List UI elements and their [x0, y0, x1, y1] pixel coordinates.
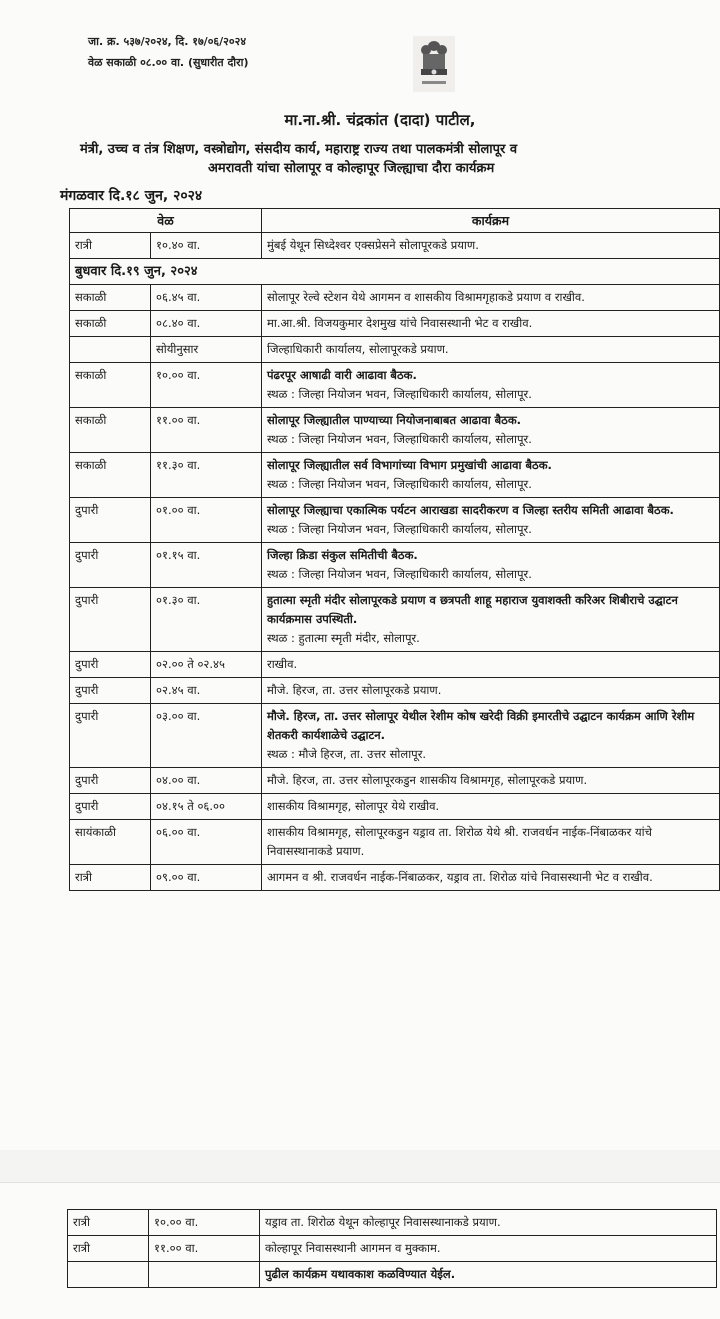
time-cell: ०८.४० वा. [151, 311, 262, 337]
program-text: सोलापूर रेल्वे स्टेशन येथे आगमन व शासकीय विश्रामगृहाकडे प्रयाण व राखीव. [267, 290, 585, 304]
period-cell: दुपारी [70, 652, 151, 678]
period-cell: रात्री [68, 1210, 149, 1236]
schedule-body-continued [68, 1210, 717, 1288]
table-row [70, 233, 720, 259]
period-cell: सकाळी [70, 408, 151, 453]
program-cell [262, 704, 720, 768]
date-heading-day2: बुधवार दि.१९ जुन, २०२४ [70, 259, 720, 285]
table-row [68, 1236, 717, 1262]
program-title: सोलापूर जिल्ह्यातील सर्व विभागांच्या विभाग प्रमुखांची आढावा बैठक. [267, 458, 552, 472]
document-subtitle-line2: अमरावती यांचा सोलापूर व कोल्हापूर जिल्ह्याचा दौरा कार्यक्रम [208, 161, 495, 176]
time-cell: ०२.४५ वा. [151, 678, 262, 704]
program-title: जिल्हा क्रिडा संकुल समितीची बैठक. [267, 548, 418, 562]
period-cell: सायंकाळी [70, 820, 151, 865]
time-cell: ११.०० वा. [149, 1236, 260, 1262]
program-cell [262, 233, 720, 259]
period-cell: दुपारी [70, 588, 151, 652]
time-cell: ०४.१५ ते ०६.०० [151, 794, 262, 820]
table-row [70, 408, 720, 453]
table-row [70, 678, 720, 704]
period-cell: दुपारी [70, 704, 151, 768]
period-cell: रात्री [70, 865, 151, 891]
time-cell: ०३.०० वा. [151, 704, 262, 768]
table-header-row [70, 209, 720, 233]
program-text: शासकीय विश्रामगृह, सोलापूरकडुन यड्राव ता. शिरोळ येथे श्री. राजवर्धन नाईक-निंबाळकर यांचे निवासस्थानाकडे प्रयाण. [267, 825, 652, 858]
program-title: मौजे. हिरज, ता. उत्तर सोलापूर येथील रेशीम कोष खरेदी विक्री इमारतीचे उद्घाटन कार्यक्रम आणि रेशीम शेतकरी कार्यशाळेचे उद्घाटन. [267, 709, 695, 742]
document-title: मा.ना.श्री. चंद्रकांत (दादा) पाटील, [284, 111, 476, 129]
program-cell [262, 453, 720, 498]
table-row [70, 337, 720, 363]
table-row [70, 543, 720, 588]
issue-time: वेळ सकाळी ०८.०० वा. (सुधारीत दौरा) [88, 56, 249, 69]
period-cell: दुपारी [70, 543, 151, 588]
time-cell [149, 1262, 260, 1288]
time-cell: ०१.१५ वा. [151, 543, 262, 588]
table-row [70, 285, 720, 311]
date-heading-row [70, 259, 720, 285]
time-cell: १०.०० वा. [149, 1210, 260, 1236]
period-cell: रात्री [68, 1236, 149, 1262]
period-cell: रात्री [70, 233, 151, 259]
schedule-body [70, 233, 720, 891]
program-cell: पुढील कार्यक्रम यथावकाश कळविण्यात येईल. [260, 1262, 717, 1288]
table-row [70, 453, 720, 498]
program-cell [262, 678, 720, 704]
schedule-table [69, 208, 720, 891]
time-cell: ०१.०० वा. [151, 498, 262, 543]
table-row [68, 1210, 717, 1236]
schedule-table-continued [67, 1209, 717, 1288]
time-cell: ११.०० वा. [151, 408, 262, 453]
time-cell: १०.४० वा. [151, 233, 262, 259]
time-cell: ०६.०० वा. [151, 820, 262, 865]
period-cell: दुपारी [70, 498, 151, 543]
table-row [70, 652, 720, 678]
table-row [70, 768, 720, 794]
time-cell: ०१.३० वा. [151, 588, 262, 652]
table-row [70, 498, 720, 543]
program-title: सोलापूर जिल्ह्यातील पाण्याच्या नियोजनाबाबत आढावा बैठक. [267, 413, 522, 427]
program-cell [262, 543, 720, 588]
program-cell [262, 311, 720, 337]
program-cell [262, 820, 720, 865]
period-cell: दुपारी [70, 794, 151, 820]
reference-number: जा. क्र. ५३७/२०२४, दि. १७/०६/२०२४ [88, 35, 247, 48]
time-cell: ०६.४५ वा. [151, 285, 262, 311]
period-cell: दुपारी [70, 768, 151, 794]
program-text: आगमन व श्री. राजवर्धन नाईक-निंबाळकर, यड्राव ता. शिरोळ यांचे निवासस्थानी भेट व राखीव. [267, 870, 653, 884]
program-title: सोलापूर जिल्ह्याचा एकात्मिक पर्यटन आराखडा सादरीकरण व जिल्हा स्तरीय समिती आढावा बैठक. [267, 503, 674, 517]
program-text: मुंबई येथून सिध्देश्वर एक्सप्रेसने सोलापूरकडे प्रयाण. [267, 238, 479, 252]
program-cell [262, 285, 720, 311]
period-cell [68, 1262, 149, 1288]
program-cell [262, 363, 720, 408]
program-text: मौजे. हिरज, ता. उत्तर सोलापूरकडुन शासकीय विश्रामगृह, सोलापूरकडे प्रयाण. [267, 773, 588, 787]
program-cell [262, 408, 720, 453]
time-cell: ०२.०० ते ०२.४५ [151, 652, 262, 678]
time-cell: ११.३० वा. [151, 453, 262, 498]
program-text: राखीव. [267, 657, 298, 671]
program-cell: यड्राव ता. शिरोळ येथून कोल्हापूर निवासस्थानाकडे प्रयाण. [260, 1210, 717, 1236]
program-cell [262, 768, 720, 794]
column-header-program: कार्यक्रम [262, 209, 720, 233]
program-venue: स्थळ : जिल्हा नियोजन भवन, जिल्हाधिकारी कार्यालय, सोलापूर. [267, 567, 532, 581]
table-row [70, 820, 720, 865]
program-title: पंढरपूर आषाढी वारी आढावा बैठक. [267, 368, 417, 382]
time-cell: सोयीनुसार [151, 337, 262, 363]
program-cell [262, 337, 720, 363]
column-header-time: वेळ [70, 209, 262, 233]
period-cell: सकाळी [70, 363, 151, 408]
program-venue: स्थळ : जिल्हा नियोजन भवन, जिल्हाधिकारी कार्यालय, सोलापूर. [267, 477, 532, 491]
table-row [70, 865, 720, 891]
ashoka-emblem-icon [413, 36, 455, 92]
program-venue: स्थळ : मौजे हिरज, ता. उत्तर सोलापूर. [267, 747, 427, 761]
program-title: हुतात्मा स्मृती मंदीर सोलापूरकडे प्रयाण व छत्रपती शाहू महाराज युवाशक्ती करिअर शिबीराचे उद्घाटन कार्यक्रमास उपस्थिती. [267, 593, 678, 626]
program-text: जिल्हाधिकारी कार्यालय, सोलापूरकडे प्रयाण. [267, 342, 449, 356]
program-cell [262, 794, 720, 820]
time-cell: ०४.०० वा. [151, 768, 262, 794]
date-heading-day1: मंगळवार दि.१८ जुन, २०२४ [60, 188, 203, 204]
program-cell [262, 498, 720, 543]
program-cell [262, 652, 720, 678]
table-row [70, 588, 720, 652]
period-cell: सकाळी [70, 285, 151, 311]
period-cell [70, 337, 151, 363]
table-row [70, 794, 720, 820]
table-row [70, 363, 720, 408]
period-cell: सकाळी [70, 311, 151, 337]
program-venue: स्थळ : हुतात्मा स्मृती मंदीर, सोलापूर. [267, 631, 420, 645]
program-text: मा.आ.श्री. विजयकुमार देशमुख यांचे निवासस्थानी भेट व राखीव. [267, 316, 533, 330]
program-venue: स्थळ : जिल्हा नियोजन भवन, जिल्हाधिकारी कार्यालय, सोलापूर. [267, 432, 532, 446]
time-cell: १०.०० वा. [151, 363, 262, 408]
table-row [68, 1262, 717, 1288]
period-cell: सकाळी [70, 453, 151, 498]
time-cell: ०९.०० वा. [151, 865, 262, 891]
document-page-2 [0, 1182, 720, 1319]
program-cell [262, 865, 720, 891]
program-venue: स्थळ : जिल्हा नियोजन भवन, जिल्हाधिकारी कार्यालय, सोलापूर. [267, 387, 532, 401]
table-row [70, 311, 720, 337]
table-row [70, 704, 720, 768]
period-cell: दुपारी [70, 678, 151, 704]
program-text: मौजे. हिरज, ता. उत्तर सोलापूरकडे प्रयाण. [267, 683, 442, 697]
document-subtitle-line1: मंत्री, उच्च व तंत्र शिक्षण, वस्त्रोद्योग, संसदीय कार्य, महाराष्ट्र राज्य तथा पालकमंत्री सोलापूर व [80, 142, 518, 157]
program-cell: कोल्हापूर निवासस्थानी आगमन व मुक्काम. [260, 1236, 717, 1262]
program-venue: स्थळ : जिल्हा नियोजन भवन, जिल्हाधिकारी कार्यालय, सोलापूर. [267, 522, 532, 536]
program-cell [262, 588, 720, 652]
program-text: शासकीय विश्रामगृह, सोलापूर येथे राखीव. [267, 799, 440, 813]
